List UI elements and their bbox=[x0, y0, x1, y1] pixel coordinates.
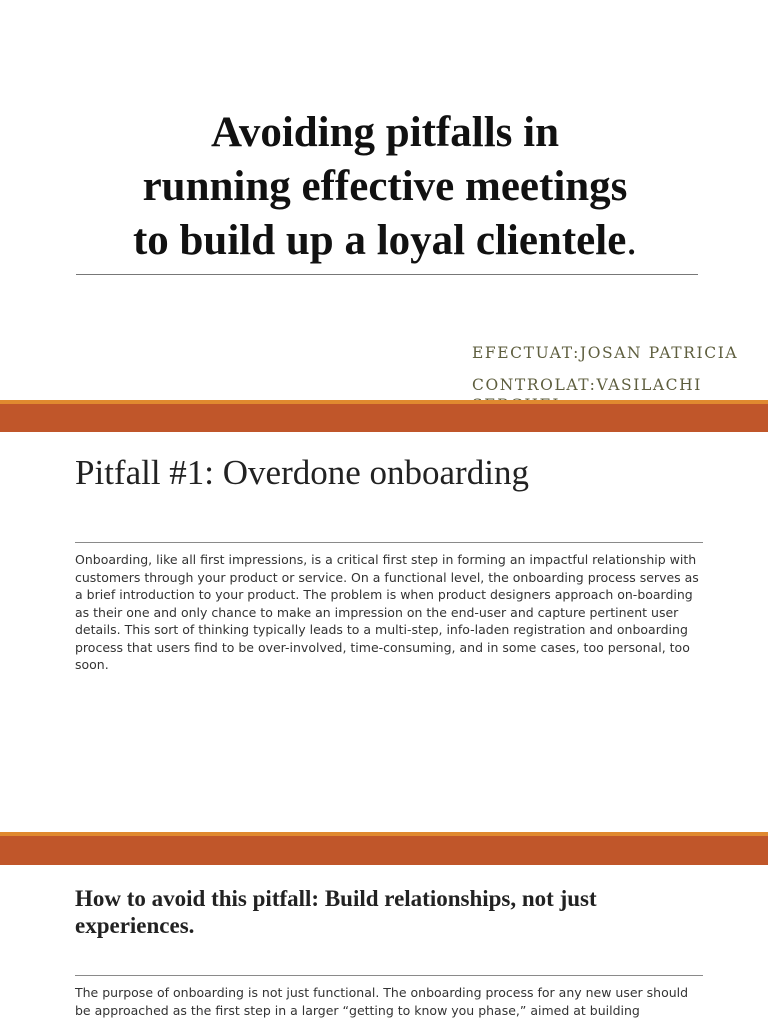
checker-line: CONTROLAT:VASILACHI bbox=[472, 376, 702, 394]
slide-body-text: Onboarding, like all first impressions, is a critical first step in forming an impactful relationship with customers through your product or service. On a functional level, the onboarding process serves as a brief introduction to your product. The problem is when product designers approach on-boarding as their one and only chance to make an impression on the end-user and capture pertinent user details. This sort of thinking typically leads to a multi-step, info-laden registration and onboarding process that users find to be over-involved, time-consuming, and in some cases, too personal, too soon. bbox=[75, 552, 699, 672]
avoid-pitfall-slide bbox=[0, 865, 768, 1024]
title-line-1: Avoiding pitfalls in bbox=[210, 109, 560, 156]
pitfall-slide bbox=[0, 432, 768, 832]
slide-separator-band bbox=[0, 832, 768, 865]
title-slide bbox=[0, 0, 768, 400]
author-line: EFECTUAT:JOSAN PATRICIA bbox=[472, 344, 739, 362]
slide-heading: How to avoid this pitfall: Build relationships, not just experiences. bbox=[75, 886, 597, 938]
heading-divider bbox=[75, 975, 703, 976]
title-line-2: running effective meetings bbox=[142, 163, 628, 210]
title-period: . bbox=[626, 217, 638, 264]
title-divider bbox=[76, 274, 698, 275]
band-accent-stripe bbox=[0, 832, 768, 836]
slide-heading: Pitfall #1: Overdone onboarding bbox=[75, 453, 529, 492]
slide-separator-band bbox=[0, 400, 768, 432]
title-line-3: to build up a loyal clientele bbox=[132, 217, 627, 264]
band-accent-stripe bbox=[0, 400, 768, 404]
slide-body-text: The purpose of onboarding is not just functional. The onboarding process for any new user should be approached as the first step in a larger “getting to know you phase,” aimed at building bbox=[75, 985, 689, 1018]
presentation-title bbox=[60, 106, 710, 268]
heading-divider bbox=[75, 542, 703, 543]
